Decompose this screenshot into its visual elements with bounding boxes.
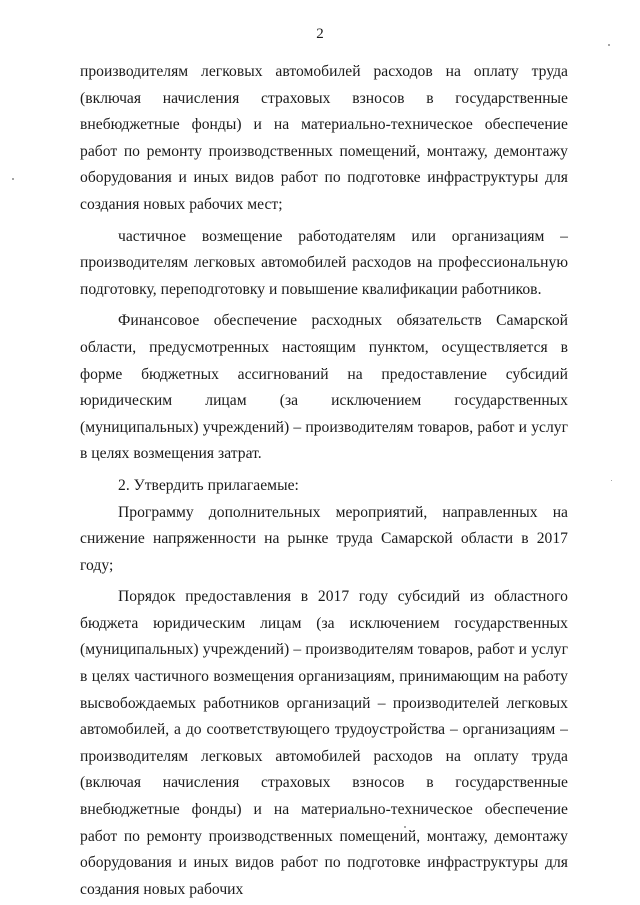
paragraph-financing: Финансовое обеспечение расходных обязательств Самарской области, предусмотренных настоящим пунктом, осуществляется в форме бюджетных ассигнований на предоставление субсидий юридическим лицам (за исключением государственных (муниципальных) учреждений) – производителям товаров, работ и услуг в целях возмещения затрат. — [80, 312, 568, 463]
paragraph-training-costs: частичное возмещение работодателям или организациям – производителям легковых автомобилей расходов на профессиональную подготовку, переподготовку и повышение квалификации работников. — [80, 227, 568, 298]
paragraph-item-2: 2. Утвердить прилагаемые: — [118, 476, 299, 494]
scan-speck — [12, 178, 14, 180]
scan-speck — [608, 44, 610, 46]
paragraph-procedure: Порядок предоставления в 2017 году субсидий из областного бюджета юридическим лицам (за исключением государственных (муниципальных) учреждений) – производителям товаров, работ и услуг в целях частичного возмещения организациям, принимающим на работу высвобождаемых работников организаций – производителей легковых автомобилей, а до соответствующего трудоустройства – организациям – производителям легковых автомобилей расходов на оплату труда (включая начисления страховых взносов в государственные внебюджетные фонды) и на материально-техническое обеспечение работ по ремонту производственных помещений, монтажу, демонтажу оборудования и иных видов работ по подготовке инфраструктуры для создания новых рабочих — [80, 588, 568, 898]
paragraph-program: Программу дополнительных мероприятий, направленных на снижение напряженности на рынке труда Самарской области в 2017 году; — [80, 503, 568, 574]
paragraph-continuation: производителям легковых автомобилей расходов на оплату труда (включая начисления страховых взносов в государственные внебюджетные фонды) и на материально-техническое обеспечение работ по ремонту производственных помещений, монтажу, демонтажу оборудования и иных видов работ по подготовке инфраструктуры для создания новых рабочих мест; — [80, 63, 568, 213]
scan-speck — [611, 480, 612, 481]
scan-speck — [404, 826, 406, 828]
page-number: 2 — [316, 26, 324, 42]
document-body — [80, 59, 568, 903]
